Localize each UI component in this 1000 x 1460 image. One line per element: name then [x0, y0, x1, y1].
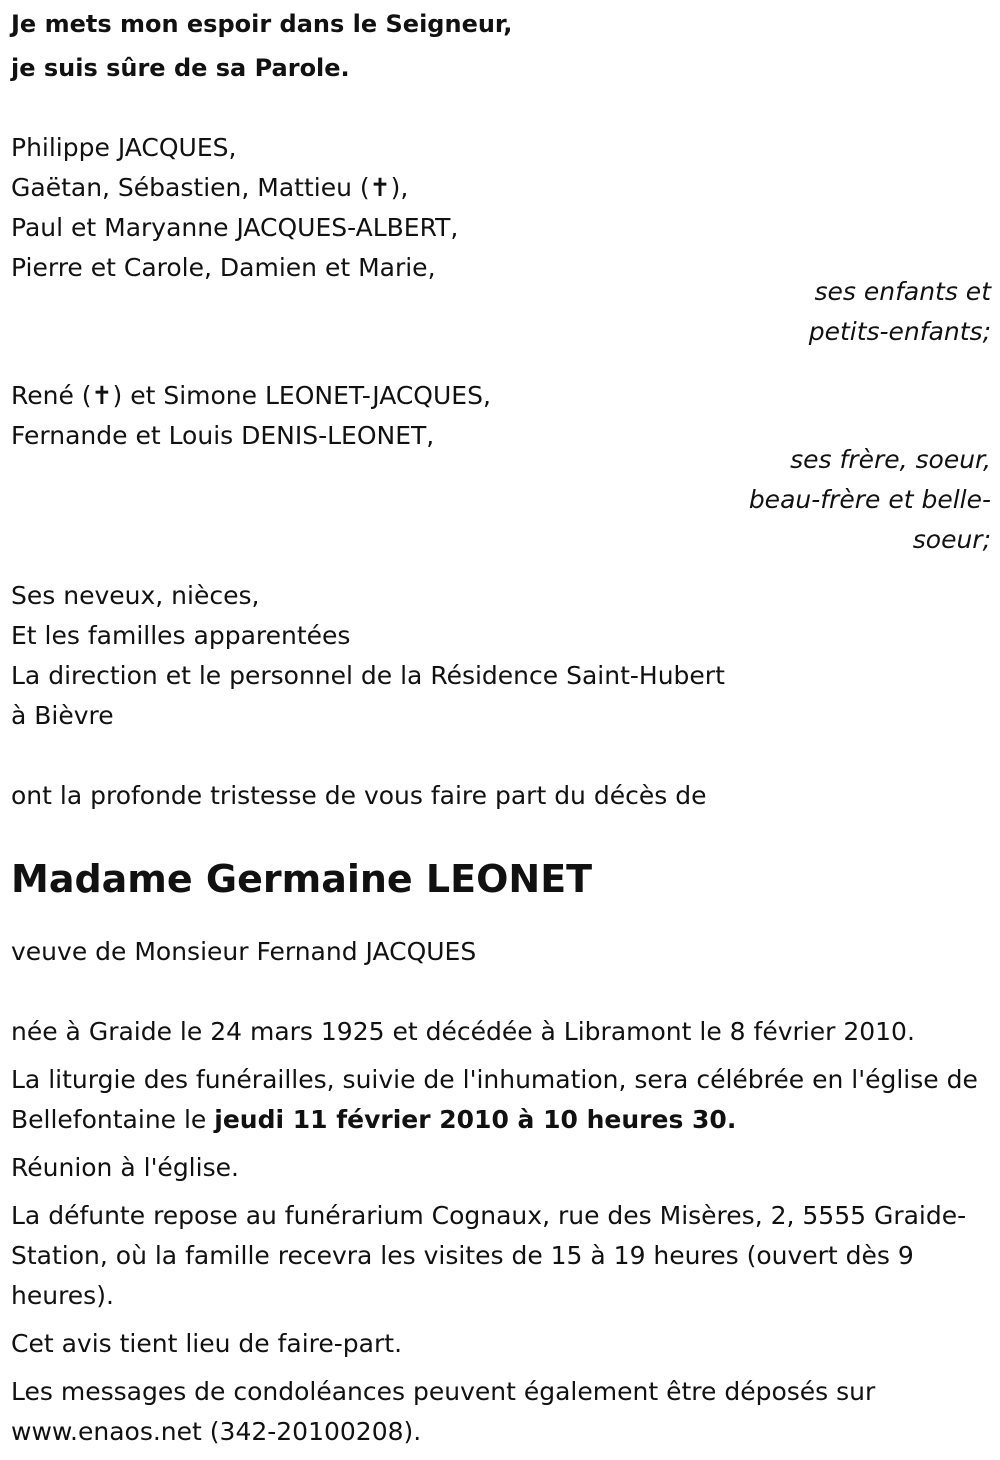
relative-line: Et les familles apparentées — [11, 621, 351, 650]
family-name-line: Pierre et Carole, Damien et Marie, — [11, 253, 436, 282]
relation-line: ses frère, soeur, — [790, 445, 991, 474]
condolences-text: Les messages de condoléances peuvent également être déposés sur www.enaos.net (342-20100208). — [11, 1377, 876, 1446]
relative-line: à Bièvre — [11, 701, 114, 730]
liturgy-date: jeudi 11 février 2010 à 10 heures 30. — [214, 1105, 737, 1134]
relative-line: La direction et le personnel de la Résidence Saint-Hubert — [11, 661, 725, 690]
spacer — [11, 352, 991, 376]
relation-line: petits-enfants; — [808, 317, 991, 346]
family-name-line: Philippe JACQUES, — [11, 133, 237, 162]
obituary-notice — [11, 4, 991, 1460]
deceased-name: Madame Germaine LEONET — [11, 857, 593, 901]
siblings-block — [11, 376, 991, 560]
birth-death-text: née à Graide le 24 mars 1925 et décédée à Libramont le 8 février 2010. — [11, 1017, 915, 1046]
liturgy-plain: La liturgie des funérailles, suivie de l'inhumation, sera célébrée en l'église de Bellefontaine le — [11, 1065, 978, 1134]
family-name-line: Gaëtan, Sébastien, Mattieu (✝), — [11, 173, 409, 202]
spacer — [11, 560, 991, 576]
children-block — [11, 128, 991, 352]
family-name-line: Paul et Maryanne JACQUES-ALBERT, — [11, 213, 459, 242]
family-name-line: René (✝) et Simone LEONET-JACQUES, — [11, 381, 491, 410]
others-block — [11, 576, 991, 736]
relative-line: Ses neveux, nièces, — [11, 581, 260, 610]
relation-line: ses enfants et — [814, 277, 991, 306]
spacer — [11, 88, 991, 128]
relation-line: soeur; — [912, 525, 991, 554]
family-name-line: Fernande et Louis DENIS-LEONET, — [11, 421, 435, 450]
widow-of-text: veuve de Monsieur Fernand JACQUES — [11, 937, 477, 966]
meeting-text: Réunion à l'église. — [11, 1153, 239, 1182]
funerarium-text: La défunte repose au funérarium Cognaux, rue des Misères, 2, 5555 Graide-Station, où la famille recevra les visites de 15 à 19 heures (ouvert dès 9 heures). — [11, 1201, 967, 1310]
relation-line: beau-frère et belle- — [748, 485, 991, 514]
spacer — [11, 972, 991, 1012]
spacer — [11, 736, 991, 776]
relation-label — [11, 440, 991, 560]
motto-line-2: je suis sûre de sa Parole. — [11, 54, 350, 82]
liturgy-text — [11, 1060, 991, 1140]
motto-line-1: Je mets mon espoir dans le Seigneur, — [11, 10, 513, 38]
announcement-text: ont la profonde tristesse de vous faire part du décès de — [11, 781, 707, 810]
notice-text: Cet avis tient lieu de faire-part. — [11, 1329, 403, 1358]
